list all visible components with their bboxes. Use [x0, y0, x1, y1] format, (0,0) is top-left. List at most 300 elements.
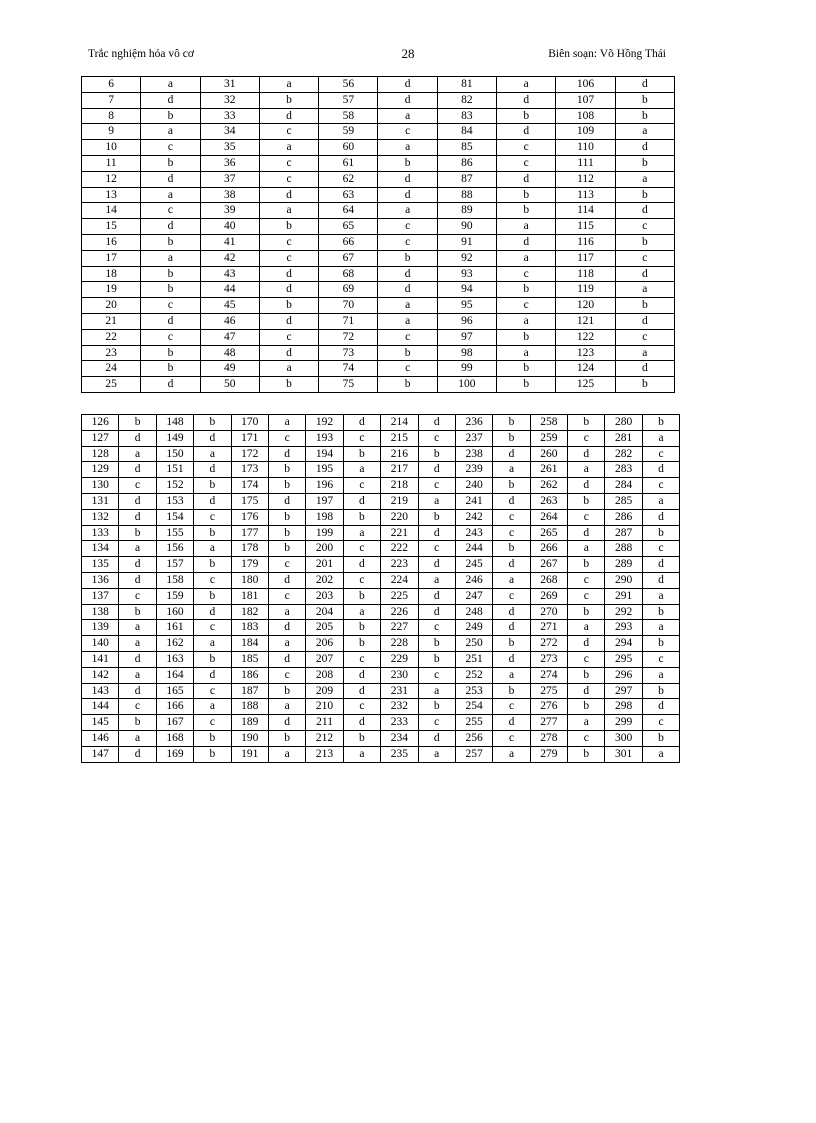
- question-number-cell: 291: [605, 588, 642, 604]
- answer-cell: d: [259, 108, 318, 124]
- question-number-cell: 93: [437, 266, 496, 282]
- question-number-cell: 283: [605, 462, 642, 478]
- answer-cell: c: [493, 699, 530, 715]
- answer-cell: b: [141, 266, 200, 282]
- question-number-cell: 176: [231, 509, 268, 525]
- question-number-cell: 212: [306, 730, 343, 746]
- answer-cell: d: [119, 651, 156, 667]
- table-row: [82, 361, 675, 377]
- answer-cell: d: [259, 187, 318, 203]
- answer-cell: a: [194, 541, 231, 557]
- question-number-cell: 259: [530, 430, 567, 446]
- answer-cell: a: [642, 588, 679, 604]
- answer-cell: b: [141, 345, 200, 361]
- question-number-cell: 197: [306, 493, 343, 509]
- answer-cell: d: [343, 683, 380, 699]
- answer-cell: b: [259, 377, 318, 393]
- answer-cell: b: [493, 478, 530, 494]
- question-number-cell: 174: [231, 478, 268, 494]
- answer-cell: d: [268, 493, 305, 509]
- answer-key-table-bottom: [81, 414, 680, 763]
- table-row: [82, 509, 680, 525]
- question-number-cell: 289: [605, 557, 642, 573]
- answer-cell: d: [194, 430, 231, 446]
- answer-cell: c: [615, 250, 674, 266]
- answer-cell: a: [343, 604, 380, 620]
- question-number-cell: 185: [231, 651, 268, 667]
- answer-cell: a: [343, 746, 380, 762]
- question-number-cell: 142: [82, 667, 119, 683]
- question-number-cell: 84: [437, 124, 496, 140]
- question-number-cell: 113: [556, 187, 615, 203]
- answer-cell: a: [615, 345, 674, 361]
- question-number-cell: 271: [530, 620, 567, 636]
- answer-cell: b: [418, 509, 455, 525]
- question-number-cell: 6: [82, 77, 141, 93]
- answer-cell: c: [418, 620, 455, 636]
- question-number-cell: 301: [605, 746, 642, 762]
- table-row: [82, 746, 680, 762]
- answer-cell: c: [642, 478, 679, 494]
- answer-cell: d: [119, 430, 156, 446]
- question-number-cell: 298: [605, 699, 642, 715]
- question-number-cell: 166: [156, 699, 193, 715]
- answer-cell: d: [642, 462, 679, 478]
- answer-cell: c: [493, 509, 530, 525]
- answer-cell: b: [493, 541, 530, 557]
- answer-cell: d: [642, 557, 679, 573]
- table-row: [82, 541, 680, 557]
- table-row: [82, 699, 680, 715]
- answer-cell: b: [642, 636, 679, 652]
- question-number-cell: 134: [82, 541, 119, 557]
- question-number-cell: 190: [231, 730, 268, 746]
- question-number-cell: 242: [455, 509, 492, 525]
- question-number-cell: 49: [200, 361, 259, 377]
- table-row: [82, 345, 675, 361]
- question-number-cell: 278: [530, 730, 567, 746]
- question-number-cell: 213: [306, 746, 343, 762]
- answer-cell: a: [119, 636, 156, 652]
- answer-cell: b: [268, 541, 305, 557]
- question-number-cell: 257: [455, 746, 492, 762]
- answer-cell: d: [642, 509, 679, 525]
- answer-cell: a: [378, 203, 437, 219]
- question-number-cell: 63: [319, 187, 378, 203]
- answer-cell: a: [119, 541, 156, 557]
- answer-cell: b: [497, 108, 556, 124]
- answer-cell: b: [568, 699, 605, 715]
- question-number-cell: 75: [319, 377, 378, 393]
- question-number-cell: 273: [530, 651, 567, 667]
- answer-cell: d: [378, 266, 437, 282]
- question-number-cell: 94: [437, 282, 496, 298]
- answer-cell: b: [119, 715, 156, 731]
- answer-cell: a: [615, 282, 674, 298]
- answer-cell: d: [119, 509, 156, 525]
- question-number-cell: 149: [156, 430, 193, 446]
- answer-cell: b: [268, 509, 305, 525]
- answer-cell: b: [497, 187, 556, 203]
- answer-cell: c: [194, 683, 231, 699]
- answer-cell: b: [343, 588, 380, 604]
- question-number-cell: 160: [156, 604, 193, 620]
- table-row: [82, 187, 675, 203]
- question-number-cell: 240: [455, 478, 492, 494]
- question-number-cell: 275: [530, 683, 567, 699]
- question-number-cell: 25: [82, 377, 141, 393]
- question-number-cell: 207: [306, 651, 343, 667]
- question-number-cell: 261: [530, 462, 567, 478]
- question-number-cell: 108: [556, 108, 615, 124]
- answer-cell: a: [343, 525, 380, 541]
- question-number-cell: 139: [82, 620, 119, 636]
- question-number-cell: 249: [455, 620, 492, 636]
- question-number-cell: 199: [306, 525, 343, 541]
- table-row: [82, 446, 680, 462]
- question-number-cell: 44: [200, 282, 259, 298]
- question-number-cell: 13: [82, 187, 141, 203]
- question-number-cell: 184: [231, 636, 268, 652]
- question-number-cell: 82: [437, 92, 496, 108]
- answer-cell: a: [268, 699, 305, 715]
- question-number-cell: 247: [455, 588, 492, 604]
- answer-cell: b: [194, 557, 231, 573]
- answer-cell: c: [497, 298, 556, 314]
- question-number-cell: 274: [530, 667, 567, 683]
- question-number-cell: 179: [231, 557, 268, 573]
- question-number-cell: 205: [306, 620, 343, 636]
- question-number-cell: 11: [82, 155, 141, 171]
- question-number-cell: 85: [437, 140, 496, 156]
- question-number-cell: 10: [82, 140, 141, 156]
- question-number-cell: 222: [381, 541, 418, 557]
- table-row: [82, 715, 680, 731]
- question-number-cell: 163: [156, 651, 193, 667]
- question-number-cell: 135: [82, 557, 119, 573]
- question-number-cell: 238: [455, 446, 492, 462]
- question-number-cell: 203: [306, 588, 343, 604]
- answer-cell: d: [493, 557, 530, 573]
- question-number-cell: 124: [556, 361, 615, 377]
- question-number-cell: 86: [437, 155, 496, 171]
- answer-cell: c: [642, 541, 679, 557]
- question-number-cell: 246: [455, 572, 492, 588]
- question-number-cell: 269: [530, 588, 567, 604]
- question-number-cell: 158: [156, 572, 193, 588]
- answer-cell: a: [194, 446, 231, 462]
- question-number-cell: 41: [200, 234, 259, 250]
- answer-cell: b: [343, 636, 380, 652]
- question-number-cell: 228: [381, 636, 418, 652]
- question-number-cell: 43: [200, 266, 259, 282]
- answer-cell: a: [642, 493, 679, 509]
- question-number-cell: 254: [455, 699, 492, 715]
- answer-cell: c: [119, 588, 156, 604]
- answer-cell: d: [568, 683, 605, 699]
- answer-cell: a: [141, 124, 200, 140]
- answer-cell: d: [568, 446, 605, 462]
- question-number-cell: 233: [381, 715, 418, 731]
- answer-cell: b: [119, 525, 156, 541]
- question-number-cell: 131: [82, 493, 119, 509]
- question-number-cell: 277: [530, 715, 567, 731]
- answer-cell: c: [418, 541, 455, 557]
- answer-cell: c: [497, 140, 556, 156]
- answer-cell: b: [642, 683, 679, 699]
- answer-cell: a: [268, 415, 305, 431]
- answer-cell: c: [259, 329, 318, 345]
- question-number-cell: 230: [381, 667, 418, 683]
- answer-cell: d: [194, 462, 231, 478]
- question-number-cell: 8: [82, 108, 141, 124]
- answer-cell: a: [418, 746, 455, 762]
- answer-cell: c: [268, 588, 305, 604]
- question-number-cell: 221: [381, 525, 418, 541]
- question-number-cell: 69: [319, 282, 378, 298]
- question-number-cell: 250: [455, 636, 492, 652]
- answer-cell: d: [141, 219, 200, 235]
- question-number-cell: 299: [605, 715, 642, 731]
- answer-cell: c: [497, 155, 556, 171]
- question-number-cell: 83: [437, 108, 496, 124]
- answer-cell: c: [194, 715, 231, 731]
- answer-cell: c: [343, 541, 380, 557]
- question-number-cell: 87: [437, 171, 496, 187]
- answer-cell: a: [119, 667, 156, 683]
- question-number-cell: 110: [556, 140, 615, 156]
- answer-cell: d: [194, 667, 231, 683]
- answer-cell: c: [378, 329, 437, 345]
- question-number-cell: 90: [437, 219, 496, 235]
- question-number-cell: 188: [231, 699, 268, 715]
- answer-cell: c: [141, 203, 200, 219]
- question-number-cell: 172: [231, 446, 268, 462]
- answer-cell: c: [615, 219, 674, 235]
- question-number-cell: 16: [82, 234, 141, 250]
- question-number-cell: 279: [530, 746, 567, 762]
- question-number-cell: 206: [306, 636, 343, 652]
- question-number-cell: 122: [556, 329, 615, 345]
- answer-cell: c: [194, 620, 231, 636]
- answer-cell: d: [615, 313, 674, 329]
- answer-key-table-top: [81, 76, 675, 393]
- table-row: [82, 525, 680, 541]
- answer-cell: d: [343, 557, 380, 573]
- question-number-cell: 195: [306, 462, 343, 478]
- question-number-cell: 214: [381, 415, 418, 431]
- answer-cell: c: [418, 478, 455, 494]
- answer-cell: c: [497, 266, 556, 282]
- question-number-cell: 173: [231, 462, 268, 478]
- table-row: [82, 493, 680, 509]
- question-number-cell: 225: [381, 588, 418, 604]
- question-number-cell: 263: [530, 493, 567, 509]
- question-number-cell: 232: [381, 699, 418, 715]
- question-number-cell: 243: [455, 525, 492, 541]
- answer-cell: b: [268, 525, 305, 541]
- question-number-cell: 256: [455, 730, 492, 746]
- answer-cell: b: [141, 361, 200, 377]
- answer-cell: d: [418, 604, 455, 620]
- answer-cell: d: [642, 572, 679, 588]
- answer-cell: b: [642, 604, 679, 620]
- answer-cell: b: [268, 730, 305, 746]
- answer-cell: b: [418, 699, 455, 715]
- answer-cell: a: [418, 572, 455, 588]
- answer-cell: c: [418, 430, 455, 446]
- question-number-cell: 260: [530, 446, 567, 462]
- answer-cell: a: [642, 746, 679, 762]
- answer-cell: d: [568, 636, 605, 652]
- question-number-cell: 157: [156, 557, 193, 573]
- answer-cell: a: [378, 298, 437, 314]
- question-number-cell: 280: [605, 415, 642, 431]
- question-number-cell: 251: [455, 651, 492, 667]
- question-number-cell: 150: [156, 446, 193, 462]
- answer-cell: b: [497, 361, 556, 377]
- question-number-cell: 264: [530, 509, 567, 525]
- table-row: [82, 588, 680, 604]
- question-number-cell: 177: [231, 525, 268, 541]
- question-number-cell: 109: [556, 124, 615, 140]
- question-number-cell: 48: [200, 345, 259, 361]
- question-number-cell: 57: [319, 92, 378, 108]
- answer-cell: b: [418, 446, 455, 462]
- answer-cell: d: [378, 187, 437, 203]
- answer-cell: b: [568, 746, 605, 762]
- question-number-cell: 235: [381, 746, 418, 762]
- question-number-cell: 204: [306, 604, 343, 620]
- question-number-cell: 64: [319, 203, 378, 219]
- answer-cell: d: [119, 746, 156, 762]
- question-number-cell: 88: [437, 187, 496, 203]
- author-credit: Biên soạn: Võ Hồng Thái: [548, 48, 666, 60]
- question-number-cell: 208: [306, 667, 343, 683]
- answer-cell: c: [378, 124, 437, 140]
- answer-cell: b: [119, 604, 156, 620]
- answer-cell: b: [497, 329, 556, 345]
- question-number-cell: 31: [200, 77, 259, 93]
- answer-cell: d: [194, 604, 231, 620]
- question-number-cell: 189: [231, 715, 268, 731]
- question-number-cell: 171: [231, 430, 268, 446]
- table-row: [82, 155, 675, 171]
- question-number-cell: 35: [200, 140, 259, 156]
- question-number-cell: 196: [306, 478, 343, 494]
- table-row: [82, 298, 675, 314]
- answer-cell: a: [378, 313, 437, 329]
- answer-cell: b: [141, 234, 200, 250]
- question-number-cell: 162: [156, 636, 193, 652]
- question-number-cell: 97: [437, 329, 496, 345]
- answer-cell: d: [259, 345, 318, 361]
- question-number-cell: 186: [231, 667, 268, 683]
- question-number-cell: 181: [231, 588, 268, 604]
- question-number-cell: 169: [156, 746, 193, 762]
- answer-cell: d: [418, 525, 455, 541]
- question-number-cell: 282: [605, 446, 642, 462]
- question-number-cell: 183: [231, 620, 268, 636]
- answer-cell: d: [615, 361, 674, 377]
- answer-cell: d: [259, 313, 318, 329]
- question-number-cell: 46: [200, 313, 259, 329]
- answer-cell: c: [259, 124, 318, 140]
- question-number-cell: 276: [530, 699, 567, 715]
- question-number-cell: 36: [200, 155, 259, 171]
- answer-cell: a: [259, 203, 318, 219]
- answer-cell: b: [268, 478, 305, 494]
- answer-cell: c: [268, 557, 305, 573]
- question-number-cell: 50: [200, 377, 259, 393]
- answer-cell: c: [418, 715, 455, 731]
- table-row: [82, 282, 675, 298]
- question-number-cell: 167: [156, 715, 193, 731]
- answer-cell: c: [378, 361, 437, 377]
- answer-cell: a: [568, 715, 605, 731]
- answer-cell: d: [343, 415, 380, 431]
- answer-cell: b: [259, 92, 318, 108]
- question-number-cell: 241: [455, 493, 492, 509]
- answer-cell: a: [418, 493, 455, 509]
- question-number-cell: 58: [319, 108, 378, 124]
- question-number-cell: 140: [82, 636, 119, 652]
- answer-cell: b: [615, 108, 674, 124]
- answer-cell: c: [343, 699, 380, 715]
- question-number-cell: 295: [605, 651, 642, 667]
- question-number-cell: 220: [381, 509, 418, 525]
- question-number-cell: 141: [82, 651, 119, 667]
- table-row: [82, 462, 680, 478]
- answer-cell: a: [378, 108, 437, 124]
- question-number-cell: 215: [381, 430, 418, 446]
- question-number-cell: 38: [200, 187, 259, 203]
- table-row: [82, 478, 680, 494]
- answer-cell: b: [615, 298, 674, 314]
- answer-cell: c: [259, 250, 318, 266]
- answer-cell: a: [642, 667, 679, 683]
- answer-cell: d: [493, 493, 530, 509]
- answer-cell: c: [119, 699, 156, 715]
- table-row: [82, 667, 680, 683]
- question-number-cell: 127: [82, 430, 119, 446]
- answer-cell: c: [268, 667, 305, 683]
- question-number-cell: 145: [82, 715, 119, 731]
- answer-cell: d: [615, 140, 674, 156]
- answer-cell: d: [194, 493, 231, 509]
- answer-cell: c: [642, 715, 679, 731]
- question-number-cell: 18: [82, 266, 141, 282]
- table-row: [82, 140, 675, 156]
- answer-cell: d: [642, 699, 679, 715]
- question-number-cell: 267: [530, 557, 567, 573]
- table-row: [82, 124, 675, 140]
- question-number-cell: 223: [381, 557, 418, 573]
- question-number-cell: 245: [455, 557, 492, 573]
- table-row: [82, 266, 675, 282]
- question-number-cell: 23: [82, 345, 141, 361]
- page-number: 28: [401, 46, 415, 61]
- question-number-cell: 67: [319, 250, 378, 266]
- question-number-cell: 119: [556, 282, 615, 298]
- table-row: [82, 636, 680, 652]
- answer-cell: b: [615, 234, 674, 250]
- answer-cell: c: [568, 509, 605, 525]
- answer-cell: c: [141, 329, 200, 345]
- answer-cell: b: [493, 430, 530, 446]
- question-number-cell: 210: [306, 699, 343, 715]
- answer-cell: b: [418, 651, 455, 667]
